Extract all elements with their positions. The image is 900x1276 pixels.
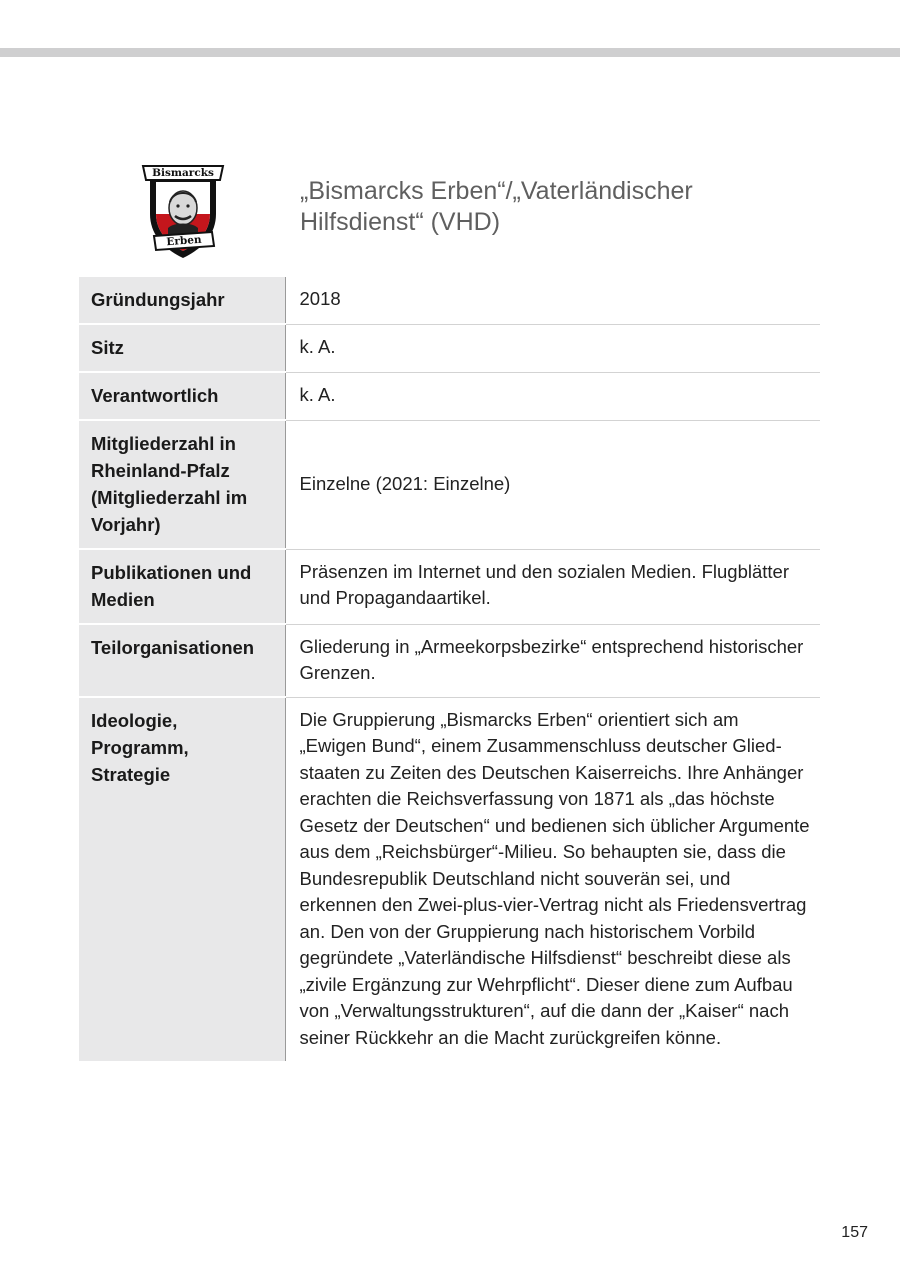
row-value: k. A. [285, 324, 820, 372]
crest-bottom-text: Erben [166, 233, 202, 249]
table-row [79, 372, 820, 420]
row-label: Publikationen und Medien [79, 549, 285, 624]
table-row [79, 697, 820, 1061]
table-row [79, 624, 820, 697]
crest-top-text: Bismarcks [152, 167, 214, 179]
row-label: Teilorganisationen [79, 624, 285, 697]
row-label: Gründungsjahr [79, 277, 285, 324]
bismarcks-erben-crest-icon [140, 162, 226, 262]
row-label: Sitz [79, 324, 285, 372]
table-row [79, 277, 820, 324]
row-value: Die Gruppierung „Bismarcks Erben“ orientiert sich am „Ewigen Bund“, einem Zusammenschluss deutscher Gliedstaaten zu Zeiten des Deutschen Kaiserreichs. Ihre Anhänger erachten die Reichsverfassung von 1871 als „das höchste Gesetz der Deutschen“ und bedienen sich üblicher Argumente aus dem „Reichsbürger“-Milieu. So behaupten sie, dass die Bundesrepublik Deutschland nicht souverän sei, und erkennen den Zwei-plus-vier-Vertrag nicht als Friedensvertrag an. Den von der Gruppierung nach historischem Vorbild gegründete „Vaterländische Hilfsdienst“ beschreibt diese als „zivile Ergänzung zur Wehrpflicht“. Dieser diene zum Aufbau von „Verwaltungsstrukturen“, auf die dann der „Kaiser“ nach seiner Rückkehr an die Macht zurückgreifen könne. [299, 708, 810, 1048]
top-rule [0, 48, 900, 57]
table-row [79, 420, 820, 549]
row-value: k. A. [285, 372, 820, 420]
table-row [79, 324, 820, 372]
profile-table [79, 277, 820, 1061]
row-value: Gliederung in „Armeekorpsbezirke“ entsprechend historischer Grenzen. [285, 624, 820, 697]
row-label: Verantwortlich [79, 372, 285, 420]
row-label: Ideologie, Programm, Strategie [79, 697, 285, 1061]
row-value: Präsenzen im Internet und den sozialen Medien. Flugblätter und Propagandaartikel. [285, 549, 820, 624]
page-number: 157 [841, 1224, 868, 1241]
row-value: Einzelne (2021: Einzelne) [285, 420, 820, 549]
row-label: Mitgliederzahl in Rheinland-Pfalz (Mitgliederzahl im Vorjahr) [79, 420, 285, 549]
row-value: 2018 [285, 277, 820, 324]
page-title: „Bismarcks Erben“/„Vaterländischer Hilfsdienst“ (VHD) [300, 177, 693, 236]
table-row [79, 549, 820, 624]
